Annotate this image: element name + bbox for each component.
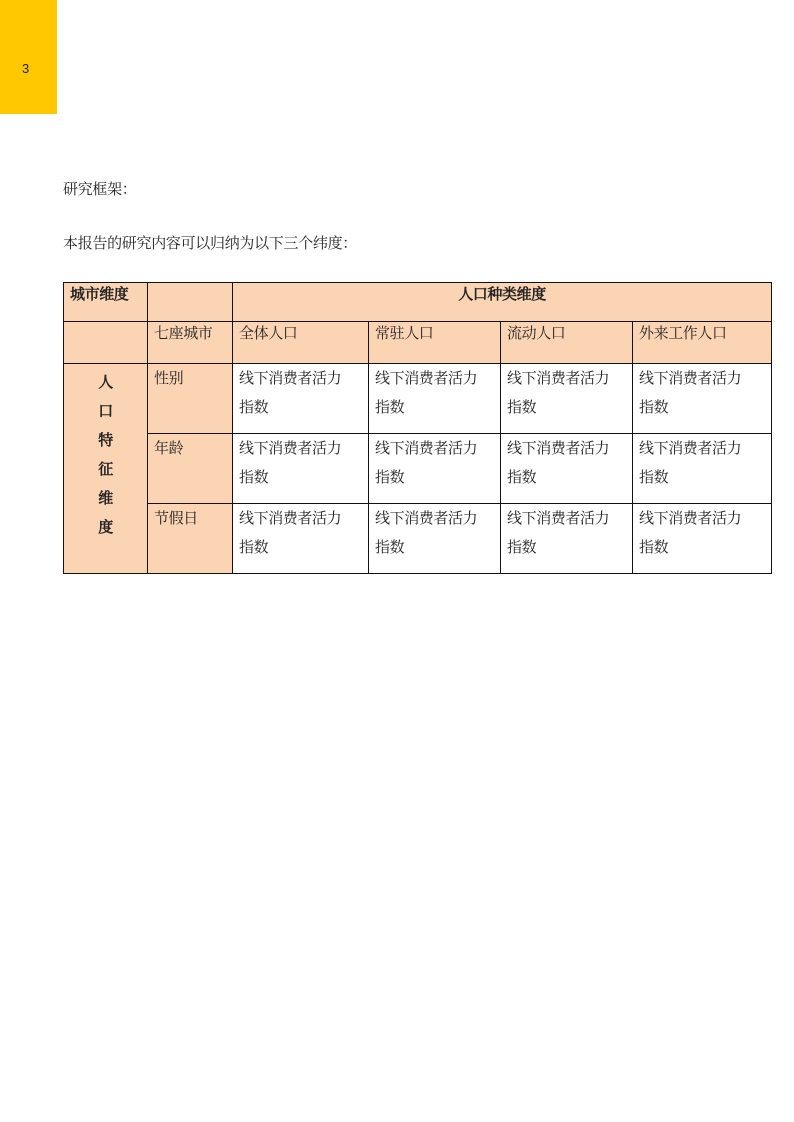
section-heading-framework: 研究框架： bbox=[63, 180, 137, 198]
cell-line: 指数 bbox=[507, 398, 537, 416]
column-header-floating: 流动人口 bbox=[501, 322, 633, 364]
cell-line: 指数 bbox=[239, 538, 269, 556]
vertical-char: 征 bbox=[98, 460, 113, 478]
row-label-gender: 性别 bbox=[148, 364, 233, 434]
table-cell bbox=[233, 504, 369, 574]
page-number-tab bbox=[0, 0, 57, 114]
table-cell bbox=[633, 504, 772, 574]
table-subheader-row bbox=[64, 322, 772, 364]
table-cell bbox=[501, 434, 633, 504]
table-cell bbox=[233, 364, 369, 434]
cell-line: 指数 bbox=[375, 398, 405, 416]
column-header-resident: 常驻人口 bbox=[369, 322, 501, 364]
page-number: 3 bbox=[22, 61, 30, 76]
column-header-all: 全体人口 bbox=[233, 322, 369, 364]
vertical-char: 度 bbox=[98, 518, 113, 536]
cell-line: 线下消费者活力 bbox=[507, 509, 610, 527]
vertical-char: 人 bbox=[98, 373, 113, 391]
cell-line: 指数 bbox=[507, 468, 537, 486]
row-label-age: 年龄 bbox=[148, 434, 233, 504]
table-header-row bbox=[64, 283, 772, 322]
cell-line: 指数 bbox=[639, 468, 669, 486]
vertical-char: 维 bbox=[98, 489, 113, 507]
table-cell bbox=[501, 504, 633, 574]
cell-line: 指数 bbox=[239, 468, 269, 486]
table-cell bbox=[633, 364, 772, 434]
population-type-header: 人口种类维度 bbox=[233, 283, 772, 322]
cell-line: 指数 bbox=[639, 398, 669, 416]
column-header-migrant-worker: 外来工作人口 bbox=[633, 322, 772, 364]
table-cell bbox=[233, 434, 369, 504]
city-dimension-header: 城市维度 bbox=[64, 283, 148, 322]
cell-line: 线下消费者活力 bbox=[639, 439, 742, 457]
cell-line: 线下消费者活力 bbox=[375, 369, 478, 387]
table-cell bbox=[633, 434, 772, 504]
cell-line: 指数 bbox=[239, 398, 269, 416]
cell-line: 线下消费者活力 bbox=[375, 509, 478, 527]
intro-paragraph: 本报告的研究内容可以归纳为以下三个纬度： bbox=[63, 234, 358, 252]
table-row bbox=[64, 434, 772, 504]
table-cell bbox=[501, 364, 633, 434]
cell-line: 线下消费者活力 bbox=[239, 369, 342, 387]
table-row bbox=[64, 364, 772, 434]
cell-line: 线下消费者活力 bbox=[507, 369, 610, 387]
table-row bbox=[64, 504, 772, 574]
population-feature-dimension-label bbox=[64, 364, 148, 574]
cell-line: 线下消费者活力 bbox=[639, 509, 742, 527]
cell-line: 线下消费者活力 bbox=[639, 369, 742, 387]
row-label-holiday: 节假日 bbox=[148, 504, 233, 574]
cell-line: 线下消费者活力 bbox=[239, 439, 342, 457]
empty-header-cell bbox=[148, 283, 233, 322]
cell-line: 指数 bbox=[507, 538, 537, 556]
cell-line: 线下消费者活力 bbox=[239, 509, 342, 527]
cell-line: 线下消费者活力 bbox=[507, 439, 610, 457]
vertical-char: 口 bbox=[98, 402, 113, 420]
empty-subheader-cell bbox=[64, 322, 148, 364]
table-cell bbox=[369, 434, 501, 504]
cell-line: 指数 bbox=[639, 538, 669, 556]
cell-line: 指数 bbox=[375, 538, 405, 556]
vertical-char: 特 bbox=[98, 431, 113, 449]
cell-line: 线下消费者活力 bbox=[375, 439, 478, 457]
city-label: 七座城市 bbox=[148, 322, 233, 364]
research-framework-table bbox=[63, 282, 772, 574]
cell-line: 指数 bbox=[375, 468, 405, 486]
table-cell bbox=[369, 364, 501, 434]
table-cell bbox=[369, 504, 501, 574]
